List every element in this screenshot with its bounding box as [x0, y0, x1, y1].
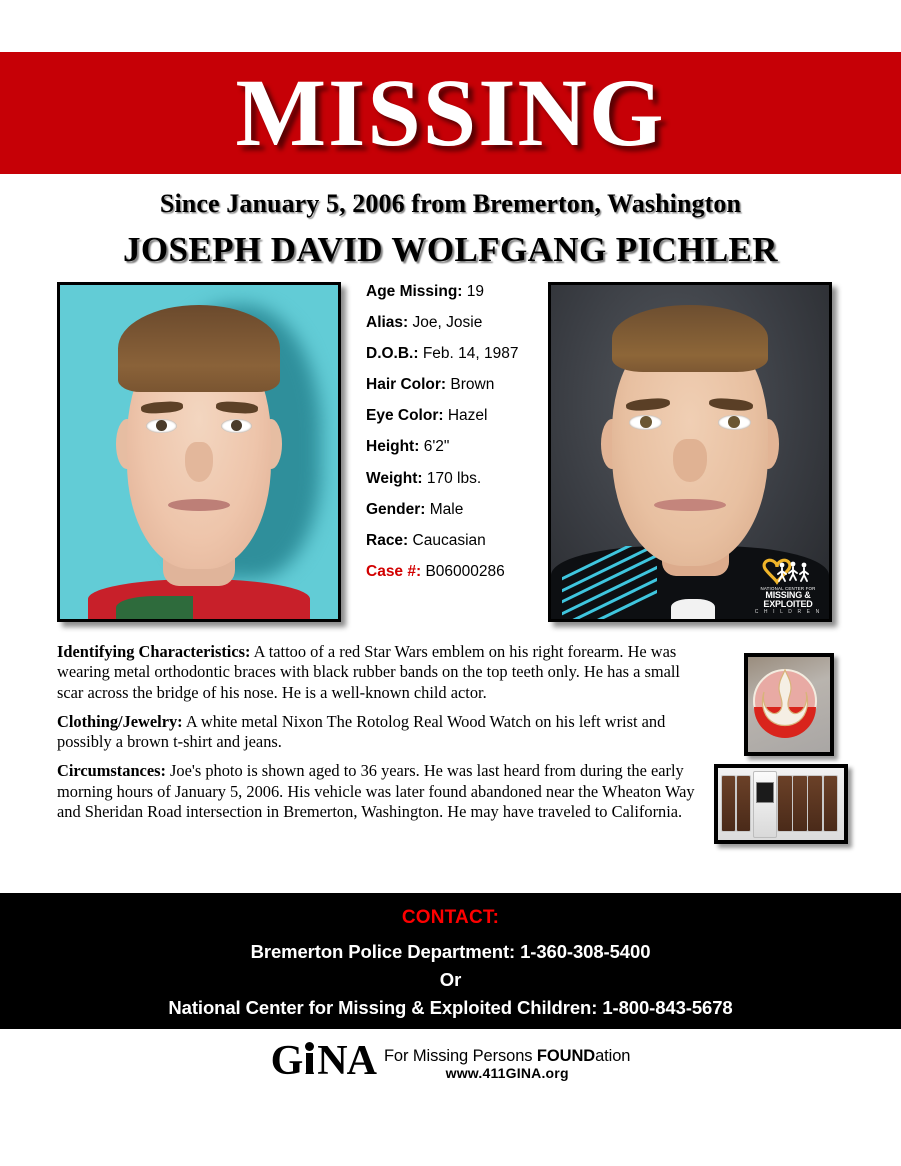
tattoo-thumbnail — [744, 653, 834, 756]
detail-hair-color — [366, 377, 556, 393]
detail-value: 6'2" — [423, 438, 450, 456]
gina-tagline — [384, 1047, 630, 1065]
person-figure-icon — [302, 1040, 317, 1074]
detail-label: Weight: — [366, 469, 423, 487]
mouth — [168, 499, 229, 511]
detail-label: Age Missing: — [366, 283, 463, 300]
detail-value: Joe, Josie — [412, 314, 483, 332]
detail-label: Case #: — [366, 562, 422, 580]
gina-letters-na: NA — [317, 1038, 376, 1084]
gina-footer-logo — [0, 1040, 901, 1083]
detail-dob — [366, 346, 556, 362]
clothing-jewelry-paragraph — [57, 712, 702, 753]
detail-height — [366, 439, 556, 455]
left-pupil — [640, 416, 652, 428]
page-title: JOSEPH DAVID WOLFGANG PICHLER — [123, 230, 778, 269]
identifying-characteristics-paragraph — [57, 642, 702, 703]
shirt-collar — [671, 599, 715, 619]
ncmec-line-2: MISSING & — [765, 590, 811, 601]
tagline-post: ation — [595, 1047, 631, 1065]
contact-police-line: Bremerton Police Department: 1-360-308-5400 — [250, 941, 651, 962]
description-text-block — [57, 642, 702, 831]
detail-label: Hair Color: — [366, 376, 447, 394]
paragraph-label: Circumstances: — [57, 761, 166, 781]
missing-since-subtitle: Since January 5, 2006 from Bremerton, Washington — [159, 189, 742, 218]
tagline-bold: FOUND — [536, 1047, 596, 1065]
detail-label: D.O.B.: — [366, 345, 419, 363]
detail-eye-color — [366, 408, 556, 424]
detail-value: Feb. 14, 1987 — [422, 345, 519, 363]
contact-footer — [0, 893, 901, 1029]
paragraph-text: Joe's photo is shown aged to 36 years. He was last heard from during the early morning hours of January 5, 2006. His vehicle was later found abandoned near the Wheaton Way and Sheridan Road intersection in Bremerton, Washington. He may have traveled to California. — [57, 761, 695, 821]
ncmec-heart-and-children-icon — [760, 557, 816, 587]
gina-website: www.411GINA.org — [445, 1065, 569, 1082]
detail-label: Race: — [366, 531, 409, 549]
contact-heading: CONTACT: — [401, 907, 500, 928]
detail-race — [366, 533, 556, 549]
rebel-alliance-emblem-icon — [748, 657, 822, 744]
detail-age-missing — [366, 284, 556, 300]
gina-wordmark — [270, 1038, 376, 1084]
contact-ncmec-line: National Center for Missing & Exploited Children: 1-800-843-5678 — [168, 997, 733, 1018]
detail-value: 19 — [466, 283, 485, 300]
hair — [118, 305, 279, 392]
person-details-list — [366, 284, 556, 595]
nose — [185, 442, 213, 482]
detail-value: 170 lbs. — [426, 469, 482, 487]
detail-value: Hazel — [447, 407, 488, 425]
detail-case-number — [366, 564, 556, 580]
ncmec-line-4: C H I L D R E N — [754, 608, 822, 615]
detail-gender — [366, 502, 556, 518]
detail-alias — [366, 315, 556, 331]
photos-and-details-row — [0, 282, 901, 634]
top-margin — [0, 0, 901, 52]
detail-value: B06000286 — [425, 562, 505, 580]
tagline-pre: For Missing Persons — [383, 1047, 537, 1065]
missing-banner — [0, 52, 901, 174]
detail-value: Brown — [450, 376, 495, 394]
detail-label: Alias: — [366, 314, 409, 332]
detail-weight — [366, 471, 556, 487]
nose — [673, 439, 706, 482]
missing-person-photo — [57, 282, 341, 622]
paragraph-text: A tattoo of a red Star Wars emblem on his right forearm. He was wearing metal orthodontic braces with black rubber bands on the top teeth only. He has a small scar across the bridge of his nose. He is a well-known child actor. — [57, 642, 680, 702]
paragraph-label: Identifying Characteristics: — [57, 642, 251, 661]
jacket-stripes — [562, 546, 657, 619]
contact-or-separator: Or — [439, 969, 462, 990]
paragraph-label: Clothing/Jewelry: — [57, 711, 183, 731]
watch-thumbnail — [714, 764, 848, 844]
missing-headline: MISSING — [235, 59, 666, 166]
ncmec-line-1: NATIONAL CENTER FOR — [760, 585, 816, 591]
age-progressed-photo — [548, 282, 832, 622]
ncmec-line-3: EXPLOITED — [763, 599, 813, 610]
detail-label: Eye Color: — [366, 407, 444, 425]
ncmec-logo — [749, 549, 827, 617]
circumstances-paragraph — [57, 761, 702, 822]
description-section — [0, 642, 901, 858]
gina-letter-g: G — [270, 1038, 303, 1084]
detail-label: Height: — [366, 438, 420, 456]
green-shirt-edge — [116, 596, 194, 619]
gina-tagline-block — [384, 1040, 630, 1083]
detail-value: Caucasian — [412, 531, 486, 549]
detail-value: Male — [429, 500, 464, 518]
detail-label: Gender: — [366, 500, 426, 518]
hair — [612, 305, 768, 372]
paragraph-text: A white metal Nixon The Rotolog Real Wood Watch on his left wrist and possibly a brown t-shirt and jeans. — [57, 711, 666, 751]
